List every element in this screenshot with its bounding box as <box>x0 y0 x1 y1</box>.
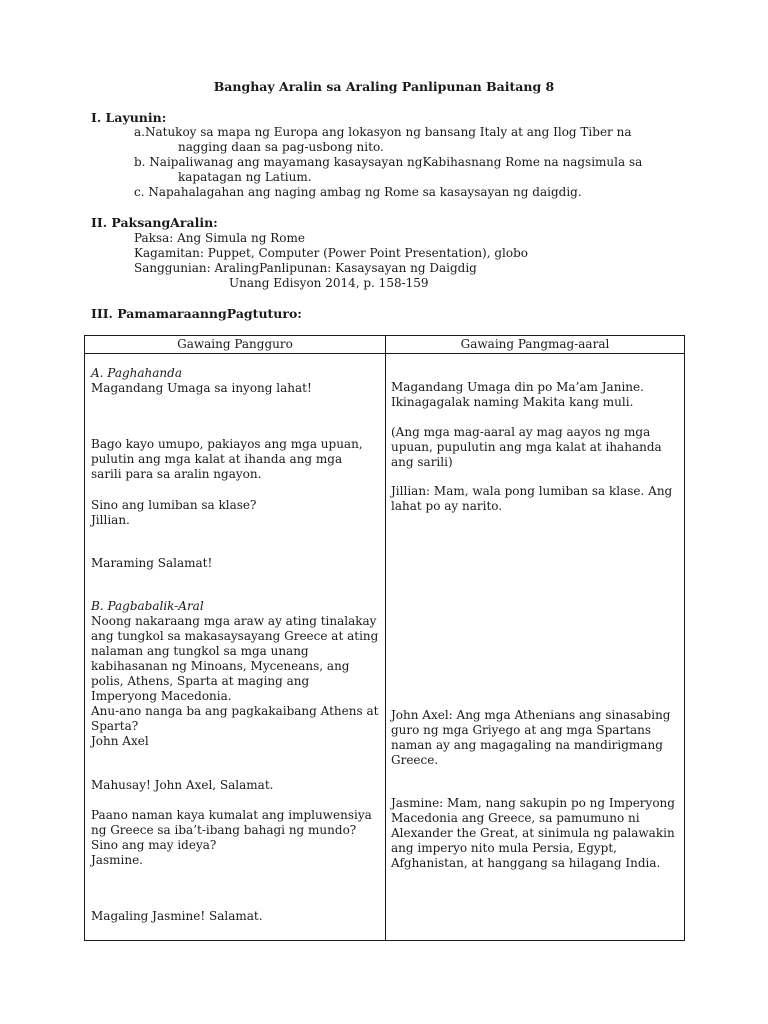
student-greeting: Magandang Umaga din po Ma’am Janine. Ikinagagalak naming Makita kang muli. <box>391 380 644 409</box>
column-header-pangmag-aaral: Gawaing Pangmag-aaral <box>460 337 610 351</box>
student-jillian-response: Jillian: Mam, wala pong lumiban sa klase. Ang lahat po ay narito. <box>391 484 673 513</box>
topic-paksa: Paksa: Ang Simula ng Rome <box>134 231 305 245</box>
student-action: (Ang mga mag-aaral ay mag aayos ng mga upuan, pupulutin ang mga kalat at ihahanda ang sarili) <box>391 425 662 469</box>
student-jasmine-response: Jasmine: Mam, nang sakupin po ng Imperyong Macedonia ang Greece, sa pamumuno ni Alexander the Great, at sinimula ng palawakin ang imperyo nito mula Persia, Egypt, Afghanistan, at hanggang sa hilagang India. <box>391 796 675 870</box>
objective-b-line2: kapatagan ng Latium. <box>178 170 312 184</box>
section-pamamaraan-heading: III. PamamaraanngPagtuturo: <box>91 306 302 321</box>
teacher-question: Paano naman kaya kumalat ang impluwensiya ng Greece sa iba’t-ibang bahagi ng mundo? Sino ang may ideya? Jasmine. <box>91 808 372 867</box>
section-paksang-heading: II. PaksangAralin: <box>91 215 218 230</box>
section-layunin-heading: I. Layunin: <box>91 110 167 125</box>
column-divider <box>385 336 386 940</box>
student-john-response: John Axel: Ang mga Athenians ang sinasabing guro ng mga Griyego at ang mga Spartans naman ay ang magagaling na mandirigmang Greece. <box>391 708 671 767</box>
topic-edisyon: Unang Edisyon 2014, p. 158-159 <box>229 276 429 290</box>
objective-a-line1: a.Natukoy sa mapa ng Europa ang lokasyon ng bansang Italy at ang Ilog Tiber na <box>134 125 632 139</box>
topic-kagamitan: Kagamitan: Puppet, Computer (Power Point Presentation), globo <box>134 246 529 260</box>
objective-c: c. Napahalagahan ang naging ambag ng Rome sa kasaysayan ng daigdig. <box>134 185 582 199</box>
teacher-greeting: Magandang Umaga sa inyong lahat! <box>91 381 312 395</box>
objective-a-line2: nagging daan sa pag-usbong nito. <box>178 140 384 154</box>
teacher-instruction: Bago kayo umupo, pakiayos ang mga upuan, pulutin ang mga kalat at ihanda ang mga sarili para sa aralin ngayon. <box>91 437 363 481</box>
lesson-table <box>84 335 685 941</box>
teacher-praise-john: Mahusay! John Axel, Salamat. <box>91 778 274 792</box>
teacher-review: Noong nakaraang mga araw ay ating tinalakay ang tungkol sa makasaysayang Greece at ating nalaman ang tungkol sa mga unang kabihasanan ng Minoans, Myceneans, ang polis, Athens, Sparta at maging ang Imperyong Macedonia. Anu-ano nanga ba ang pagkakaibang Athens at Sparta? John Axel <box>91 614 379 748</box>
teacher-attendance: Sino ang lumiban sa klase? Jillian. <box>91 498 257 527</box>
topic-sanggunian: Sanggunian: AralingPanlipunan: Kasaysayan ng Daigdig <box>134 261 477 275</box>
heading-paghahanda: A. Paghahanda <box>91 366 182 380</box>
teacher-thanks: Maraming Salamat! <box>91 556 213 570</box>
column-header-pangguro: Gawaing Pangguro <box>177 337 293 351</box>
header-divider <box>85 353 684 354</box>
objective-b-line1: b. Naipaliwanag ang mayamang kasaysayan ngKabihasnang Rome na nagsimula sa <box>134 155 643 169</box>
document-title: Banghay Aralin sa Araling Panlipunan Baitang 8 <box>213 79 555 94</box>
teacher-praise-jasmine: Magaling Jasmine! Salamat. <box>91 909 263 923</box>
heading-pagbabalik-aral: B. Pagbabalik-Aral <box>91 599 204 613</box>
